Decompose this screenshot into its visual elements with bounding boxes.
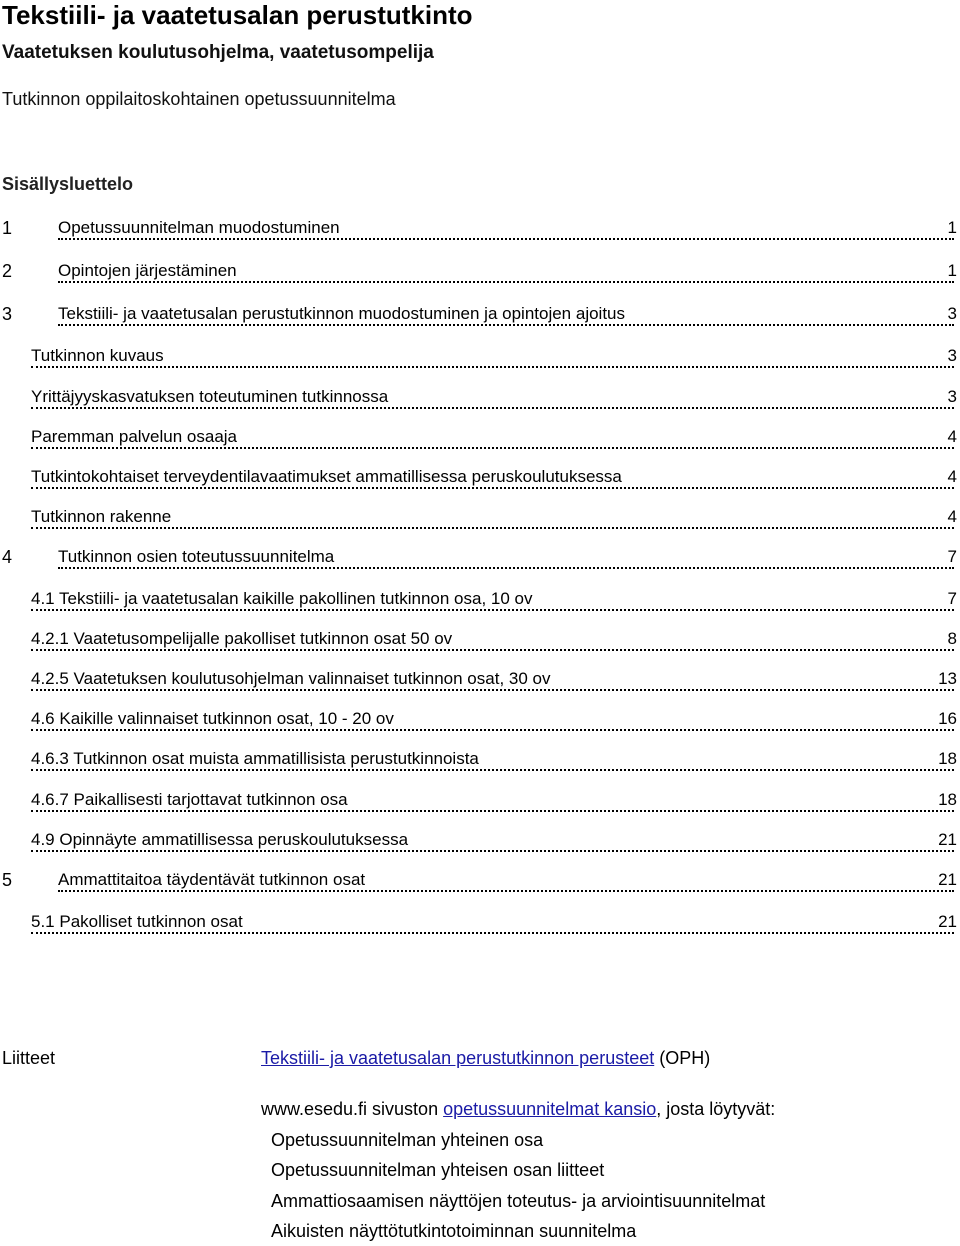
toc-entry-page: 21 xyxy=(938,830,957,849)
toc-entry-label: Paremman palvelun osaaja xyxy=(31,427,238,446)
toc-entry-label: 4.6.7 Paikallisesti tarjottavat tutkinnon osa xyxy=(31,790,348,809)
toc-entry-number: 4 xyxy=(2,547,13,567)
toc-entry-page: 1 xyxy=(947,261,957,280)
document-title: Tekstiili- ja vaatetusalan perustutkinto xyxy=(2,0,473,30)
toc-entry[interactable] xyxy=(0,629,960,655)
toc-entry[interactable] xyxy=(0,304,960,330)
toc-entry-number: 3 xyxy=(2,304,13,324)
appendix-line-oph xyxy=(261,1048,710,1069)
toc-entry-number: 2 xyxy=(2,261,13,281)
toc-entry-label: Tutkinnon rakenne xyxy=(31,507,172,526)
toc-entry[interactable] xyxy=(0,830,960,856)
toc-entry-label: 4.6.3 Tutkinnon osat muista ammatillisista perustutkinnoista xyxy=(31,749,479,768)
appendix-item: Opetussuunnitelman yhteinen osa xyxy=(271,1130,544,1150)
toc-entry[interactable] xyxy=(0,749,960,775)
toc-entry-label: 4.2.5 Vaatetuksen koulutusohjelman valinnaiset tutkinnon osat, 30 ov xyxy=(31,669,551,688)
toc-entry[interactable] xyxy=(0,261,960,287)
toc-entry-label: Opetussuunnitelman muodostuminen xyxy=(58,218,340,237)
document-subtitle-programme: Vaatetuksen koulutusohjelma, vaatetusompelija xyxy=(2,42,434,63)
toc-entry[interactable] xyxy=(0,669,960,695)
toc-entry-label: Tutkinnon osien toteutussuunnitelma xyxy=(58,547,335,566)
toc-entry-page: 8 xyxy=(947,629,957,648)
toc-entry-page: 21 xyxy=(938,870,957,889)
toc-entry[interactable] xyxy=(0,709,960,735)
toc-entry[interactable] xyxy=(0,346,960,372)
esedu-suffix: , josta löytyvät: xyxy=(656,1099,776,1119)
esedu-prefix: www.esedu.fi sivuston xyxy=(261,1099,444,1119)
toc-entry-number: 5 xyxy=(2,870,13,890)
toc-entry[interactable] xyxy=(0,218,960,244)
oph-suffix: (OPH) xyxy=(654,1048,711,1068)
toc-entry-label: 4.6 Kaikille valinnaiset tutkinnon osat, 10 - 20 ov xyxy=(31,709,394,728)
toc-entry-label: Opintojen järjestäminen xyxy=(58,261,237,280)
toc-entry-page: 4 xyxy=(947,427,957,446)
curriculum-folder-link[interactable]: opetussuunnitelmat kansio xyxy=(443,1099,657,1119)
toc-entry-label: 4.2.1 Vaatetusompelijalle pakolliset tutkinnon osat 50 ov xyxy=(31,629,453,648)
appendix-item: Aikuisten näyttötutkintotoiminnan suunnitelma xyxy=(271,1221,637,1241)
toc-entry-label: Tekstiili- ja vaatetusalan perustutkinnon muodostuminen ja opintojen ajoitus xyxy=(58,304,626,323)
toc-entry-page: 7 xyxy=(947,589,957,608)
toc-entry-label: 4.9 Opinnäyte ammatillisessa peruskoulutuksessa xyxy=(31,830,409,849)
toc-heading: Sisällysluettelo xyxy=(2,174,134,194)
toc-entry-page: 18 xyxy=(938,790,957,809)
appendix-line-esedu xyxy=(261,1099,775,1120)
toc-entry-page: 3 xyxy=(947,304,957,323)
appendix-item: Ammattiosaamisen näyttöjen toteutus- ja arviointisuunnitelmat xyxy=(271,1191,766,1211)
appendix-item: Opetussuunnitelman yhteisen osan liitteet xyxy=(271,1160,605,1180)
toc-entry-page: 3 xyxy=(947,387,957,406)
toc-entry[interactable] xyxy=(0,589,960,615)
toc-entry-label: Ammattitaitoa täydentävät tutkinnon osat xyxy=(58,870,366,889)
toc-entry-page: 4 xyxy=(947,467,957,486)
toc-entry-page: 18 xyxy=(938,749,957,768)
toc-entry-page: 4 xyxy=(947,507,957,526)
toc-entry[interactable] xyxy=(0,547,960,573)
toc-entry[interactable] xyxy=(0,387,960,413)
toc-entry[interactable] xyxy=(0,427,960,453)
toc-entry[interactable] xyxy=(0,870,960,896)
toc-entry[interactable] xyxy=(0,467,960,493)
toc-entry-page: 7 xyxy=(947,547,957,566)
document-subtitle-plan: Tutkinnon oppilaitoskohtainen opetussuunnitelma xyxy=(2,89,396,109)
toc-entry-page: 3 xyxy=(947,346,957,365)
toc-entry[interactable] xyxy=(0,912,960,938)
toc-entry-page: 1 xyxy=(947,218,957,237)
toc-entry-page: 16 xyxy=(938,709,957,728)
appendix-label: Liitteet xyxy=(2,1048,56,1068)
toc-entry-label: 4.1 Tekstiili- ja vaatetusalan kaikille pakollinen tutkinnon osa, 10 ov xyxy=(31,589,533,608)
oph-curriculum-link[interactable]: Tekstiili- ja vaatetusalan perustutkinnon perusteet xyxy=(261,1048,655,1068)
toc-entry-label: Tutkinnon kuvaus xyxy=(31,346,164,365)
toc-entry-number: 1 xyxy=(2,218,13,238)
toc-entry-page: 13 xyxy=(938,669,957,688)
toc-entry[interactable] xyxy=(0,507,960,533)
toc-entry[interactable] xyxy=(0,790,960,816)
toc-entry-label: 5.1 Pakolliset tutkinnon osat xyxy=(31,912,243,931)
toc-entry-label: Yrittäjyyskasvatuksen toteutuminen tutkinnossa xyxy=(31,387,389,406)
toc-entry-label: Tutkintokohtaiset terveydentilavaatimukset ammatillisessa peruskoulutuksessa xyxy=(31,467,622,486)
toc-entry-page: 21 xyxy=(938,912,957,931)
toc-leader-dots xyxy=(31,346,954,368)
